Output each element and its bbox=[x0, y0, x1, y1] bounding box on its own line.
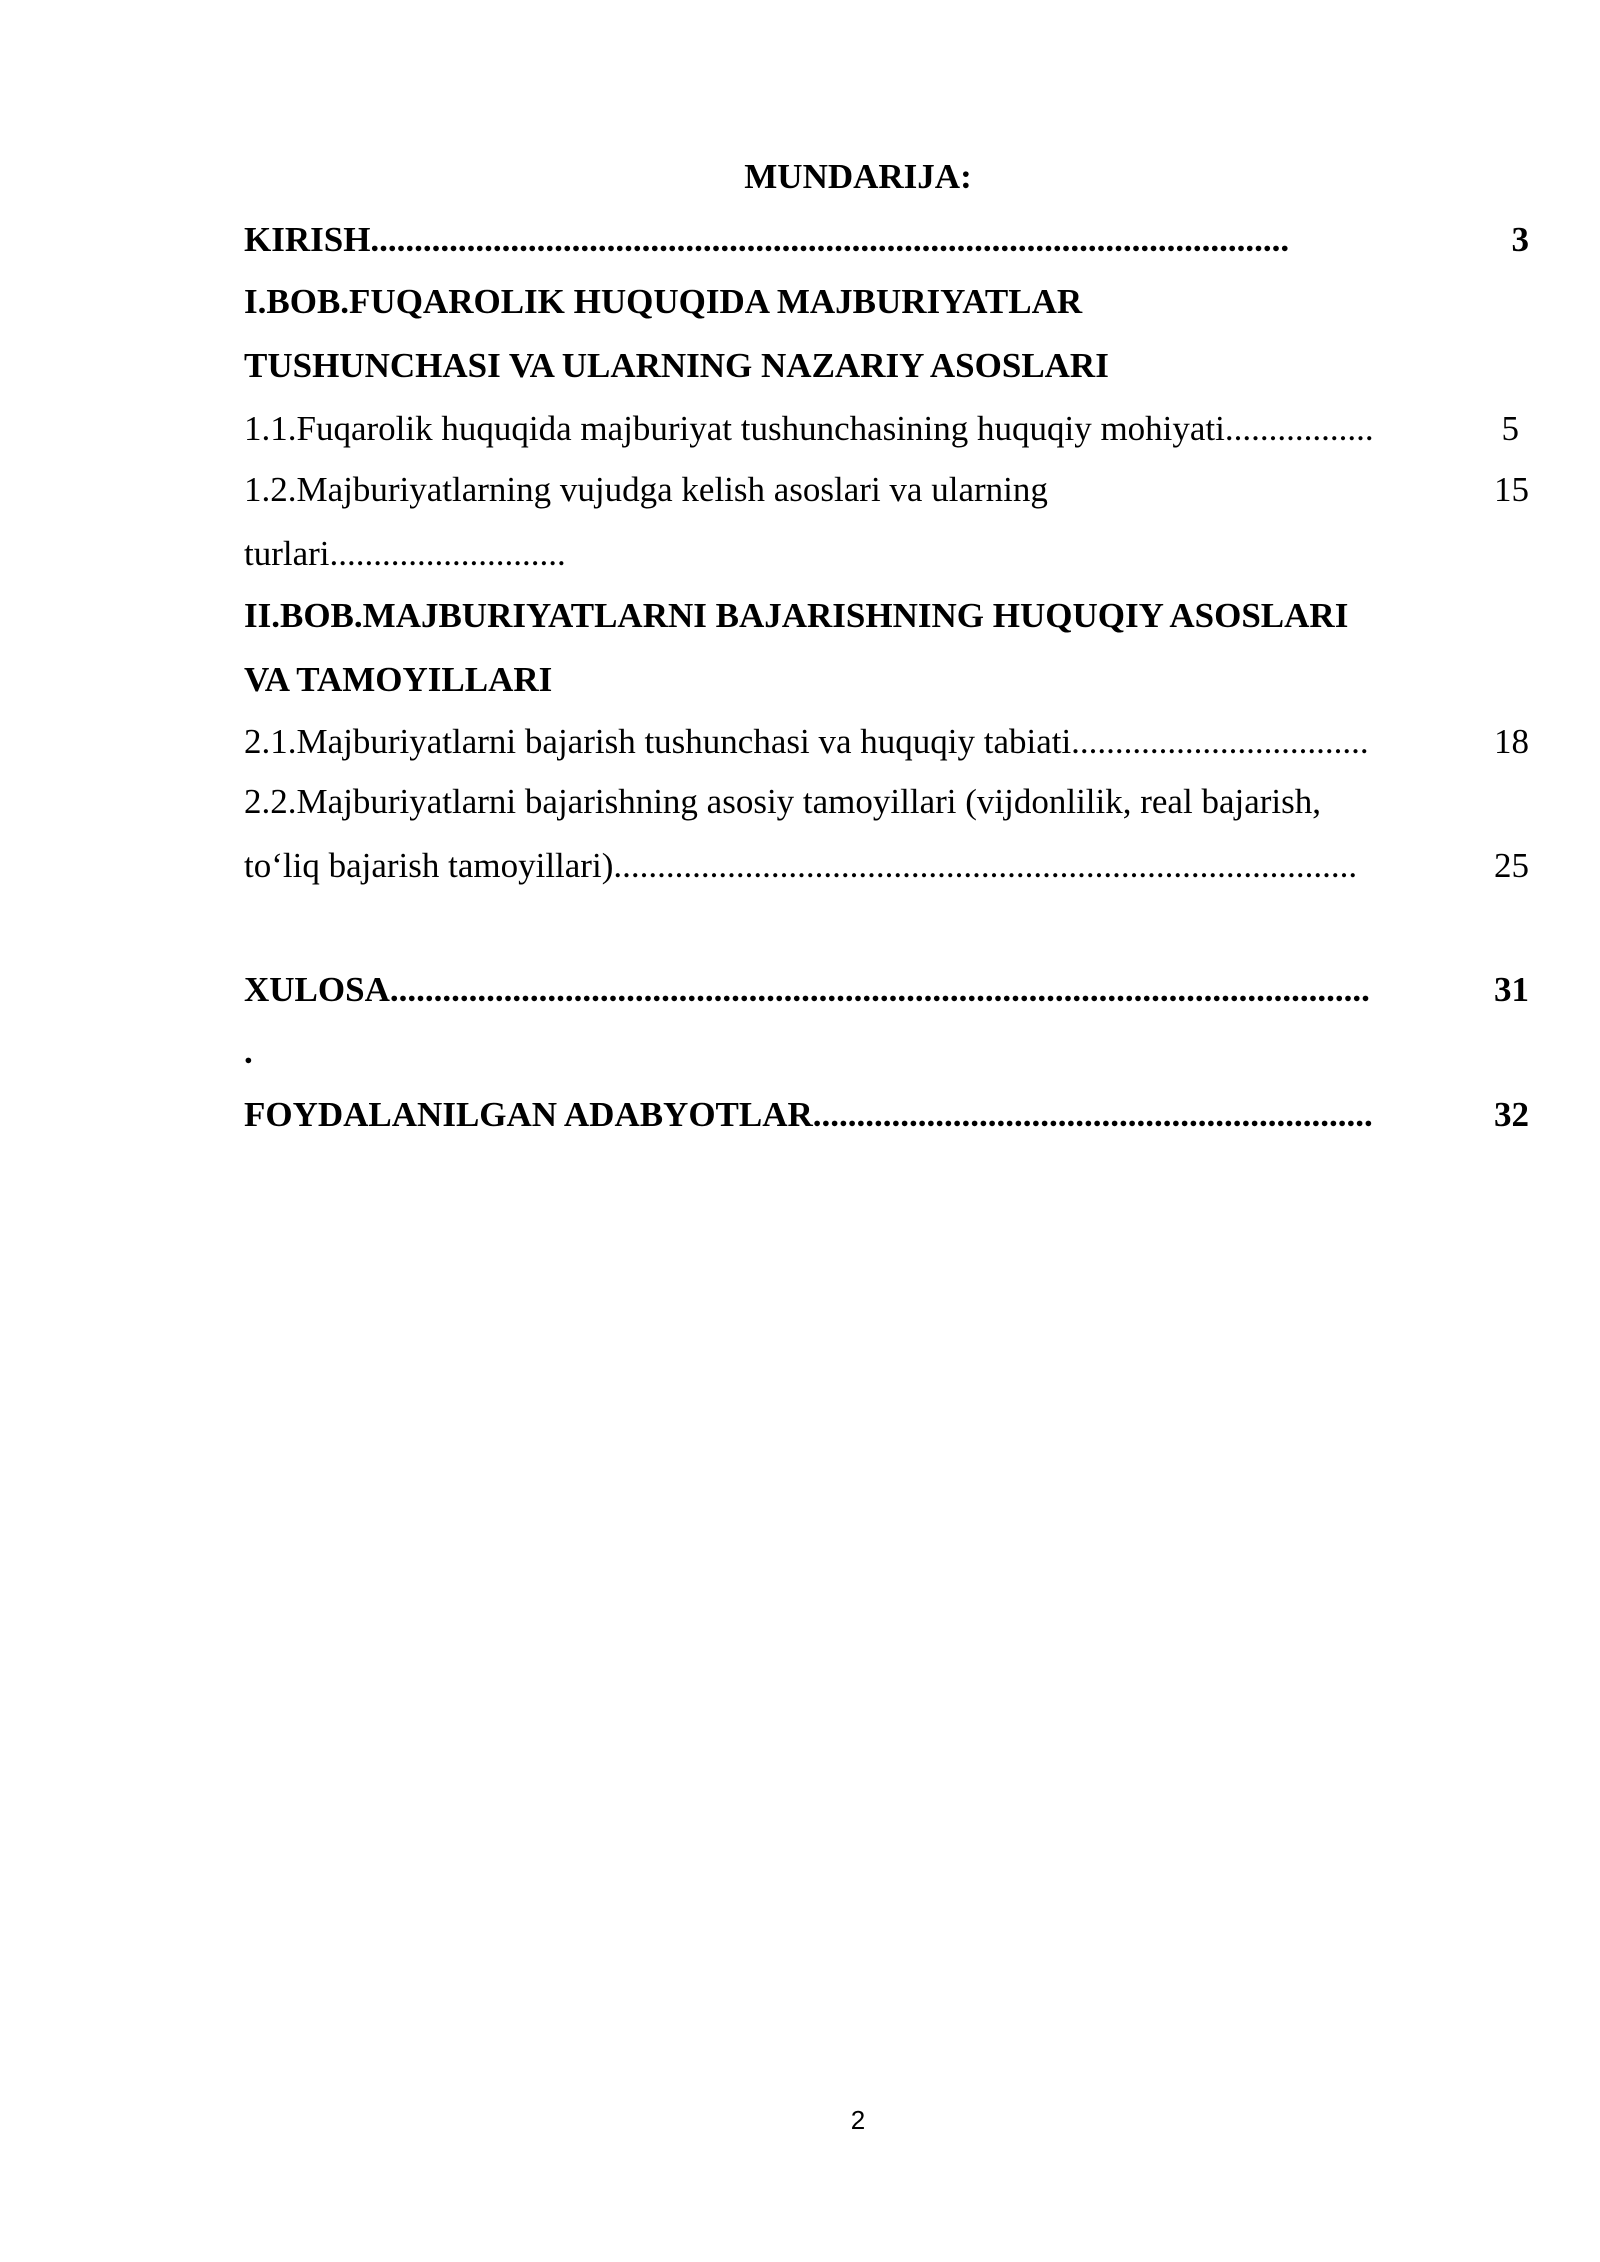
toc-entry-1-2-cont[interactable] bbox=[244, 522, 1529, 586]
toc-chapter-label: VA TAMOYILLARI bbox=[244, 660, 553, 699]
toc-entry-label: XULOSA................................................................................................................ bbox=[244, 970, 1370, 1009]
toc-dot: . bbox=[244, 1032, 253, 1071]
toc-chapter-1-line1[interactable] bbox=[244, 270, 1529, 334]
toc-chapter-label: TUSHUNCHASI VA ULARNING NAZARIY ASOSLARI bbox=[244, 346, 1109, 385]
toc-entry-xulosa[interactable] bbox=[244, 958, 1529, 1022]
toc-chapter-1-line2[interactable] bbox=[244, 334, 1529, 398]
toc-entry-label: FOYDALANILGAN ADABYOTLAR................................................................ bbox=[244, 1095, 1373, 1134]
toc-entry-page: 15 bbox=[1494, 470, 1529, 509]
toc-entry-label: turlari........................... bbox=[244, 534, 566, 573]
toc-entry-page: 18 bbox=[1494, 722, 1529, 761]
toc-entry-2-2[interactable] bbox=[244, 770, 1529, 834]
toc-entry-page: 31 bbox=[1494, 970, 1529, 1009]
toc-entry-2-1[interactable] bbox=[244, 710, 1529, 774]
toc-entry-label: 1.1.Fuqarolik huquqida majburiyat tushunchasining huquqiy mohiyati................. bbox=[244, 409, 1374, 448]
toc-entry-2-2-cont[interactable] bbox=[244, 834, 1529, 898]
toc-chapter-label: II.BOB.MAJBURIYATLARNI BAJARISHNING HUQUQIY ASOSLARI bbox=[244, 596, 1349, 635]
toc-entry-1-2[interactable] bbox=[244, 458, 1529, 522]
toc-entry-1-1[interactable] bbox=[244, 397, 1529, 461]
toc-entry-page: 32 bbox=[1494, 1095, 1529, 1134]
page-number: 2 bbox=[850, 2105, 866, 2135]
toc-entry-kirish[interactable] bbox=[244, 208, 1529, 272]
toc-entry-label: 1.2.Majburiyatlarning vujudga kelish asoslari va ularning bbox=[244, 470, 1048, 509]
toc-title: MUNDARIJA: bbox=[744, 157, 972, 196]
toc-entry-label: 2.1.Majburiyatlarni bajarish tushunchasi va huquqiy tabiati.................................. bbox=[244, 722, 1369, 761]
toc-stray-dot bbox=[244, 1020, 1529, 1084]
toc-entry-page: 3 bbox=[1511, 220, 1529, 259]
toc-entry-adabiyotlar[interactable] bbox=[244, 1083, 1529, 1147]
toc-entry-label: 2.2.Majburiyatlarni bajarishning asosiy tamoyillari (vijdonlilik, real bajarish, bbox=[244, 782, 1321, 821]
toc-chapter-2-line1[interactable] bbox=[244, 584, 1529, 648]
toc-entry-label: KIRISH......................................................................................................... bbox=[244, 220, 1290, 259]
toc-entry-label: to‘liq bajarish tamoyillari)..................................................................................... bbox=[244, 846, 1358, 885]
toc-entry-page: 25 bbox=[1494, 846, 1529, 885]
toc-chapter-label: I.BOB.FUQAROLIK HUQUQIDA MAJBURIYATLAR bbox=[244, 282, 1083, 321]
toc-chapter-2-line2[interactable] bbox=[244, 648, 1529, 712]
toc-entry-page: 5 bbox=[1501, 409, 1519, 448]
